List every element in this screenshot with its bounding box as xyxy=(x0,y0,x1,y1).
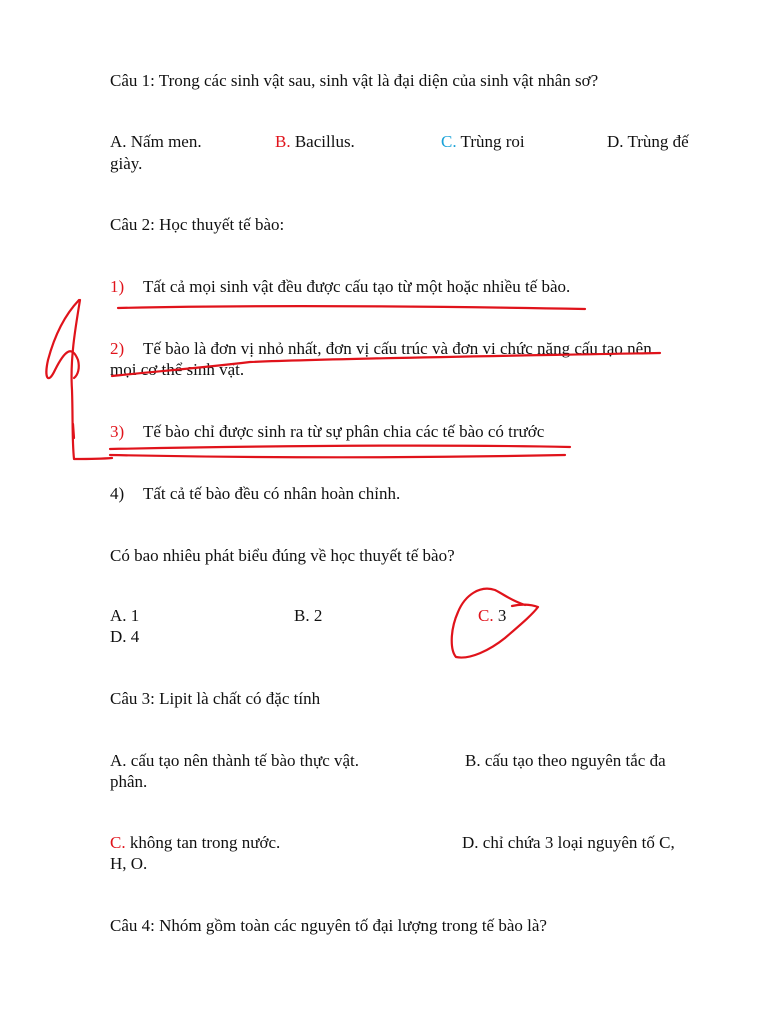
option-text: chỉ chứa 3 loại nguyên tố C, xyxy=(482,833,675,852)
q1-option-d xyxy=(607,131,689,152)
option-letter: B. xyxy=(465,751,481,770)
underline-statement-1 xyxy=(118,306,585,309)
option-text: Trùng roi xyxy=(460,132,525,151)
q1-question: Câu 1: Trong các sinh vật sau, sinh vật là đại diện của sinh vật nhân sơ? xyxy=(110,71,599,90)
option-text: không tan trong nước. xyxy=(129,833,281,852)
q2-statement-1 xyxy=(110,276,570,297)
option-text: Nấm men. xyxy=(130,132,202,151)
option-letter: D. xyxy=(462,833,479,852)
option-text: 1 xyxy=(130,606,140,625)
q2-option-a xyxy=(110,605,139,626)
option-text: Bacillus. xyxy=(294,132,355,151)
underline-statement-3 xyxy=(110,446,570,449)
statement-text: Tất cả mọi sinh vật đều được cấu tạo từ một hoặc nhiều tế bào. xyxy=(143,277,571,296)
option-text: 2 xyxy=(313,606,323,625)
q4-question: Câu 4: Nhóm gồm toàn các nguyên tố đại lượng trong tế bào là? xyxy=(110,916,547,935)
q2-option-b xyxy=(294,605,322,626)
option-letter: D. xyxy=(110,627,127,646)
option-letter: C. xyxy=(478,606,494,625)
option-text: cấu tạo nên thành tế bào thực vật. xyxy=(130,751,360,770)
statement-text: Tất cả tế bào đều có nhân hoàn chỉnh. xyxy=(143,484,401,503)
q3-option-d-continued: H, O. xyxy=(110,854,148,873)
option-text: 3 xyxy=(497,606,507,625)
statement-number: 2) xyxy=(110,339,125,358)
statement-number: 3) xyxy=(110,422,125,441)
q3-option-d xyxy=(462,832,675,853)
statement-number: 4) xyxy=(110,484,125,503)
q3-option-c xyxy=(110,832,280,853)
q2-statement-3 xyxy=(110,421,544,442)
q2-statement-2 xyxy=(110,338,652,359)
q1-option-b xyxy=(275,131,355,152)
q3-option-b-continued: phân. xyxy=(110,772,148,791)
swirl-mark xyxy=(46,300,79,378)
q3-option-a xyxy=(110,750,359,771)
q2-option-c xyxy=(478,605,506,626)
bracket-mark xyxy=(72,300,112,459)
q2-statement-4 xyxy=(110,483,400,504)
q2-prompt: Có bao nhiêu phát biểu đúng về học thuyết tế bào? xyxy=(110,546,455,565)
option-letter: D. xyxy=(607,132,624,151)
statement-text: Tế bào chỉ được sinh ra từ sự phân chia các tế bào có trước xyxy=(143,422,545,441)
q3-question: Câu 3: Lipit là chất có đặc tính xyxy=(110,689,321,708)
statement-text: Tế bào là đơn vị nhỏ nhất, đơn vị cấu trúc và đơn vị chức năng cấu tạo nên xyxy=(143,339,652,358)
q3-option-b xyxy=(465,750,666,771)
option-text: Trùng đế xyxy=(627,132,689,151)
statement-number: 1) xyxy=(110,277,125,296)
option-letter: C. xyxy=(110,833,126,852)
option-text: cấu tạo theo nguyên tắc đa xyxy=(484,751,666,770)
option-text: 4 xyxy=(130,627,140,646)
q2-option-d xyxy=(110,626,139,647)
option-letter: A. xyxy=(110,132,127,151)
option-letter: A. xyxy=(110,606,127,625)
option-letter: C. xyxy=(441,132,457,151)
option-letter: A. xyxy=(110,751,127,770)
q2-statement-2-continued: mọi cơ thể sinh vật. xyxy=(110,360,245,379)
option-letter: B. xyxy=(294,606,310,625)
q1-option-a xyxy=(110,131,202,152)
option-letter: B. xyxy=(275,132,291,151)
q1-option-c xyxy=(441,131,525,152)
q2-question: Câu 2: Học thuyết tế bào: xyxy=(110,215,285,234)
q1-option-d-continued: giày. xyxy=(110,154,143,173)
